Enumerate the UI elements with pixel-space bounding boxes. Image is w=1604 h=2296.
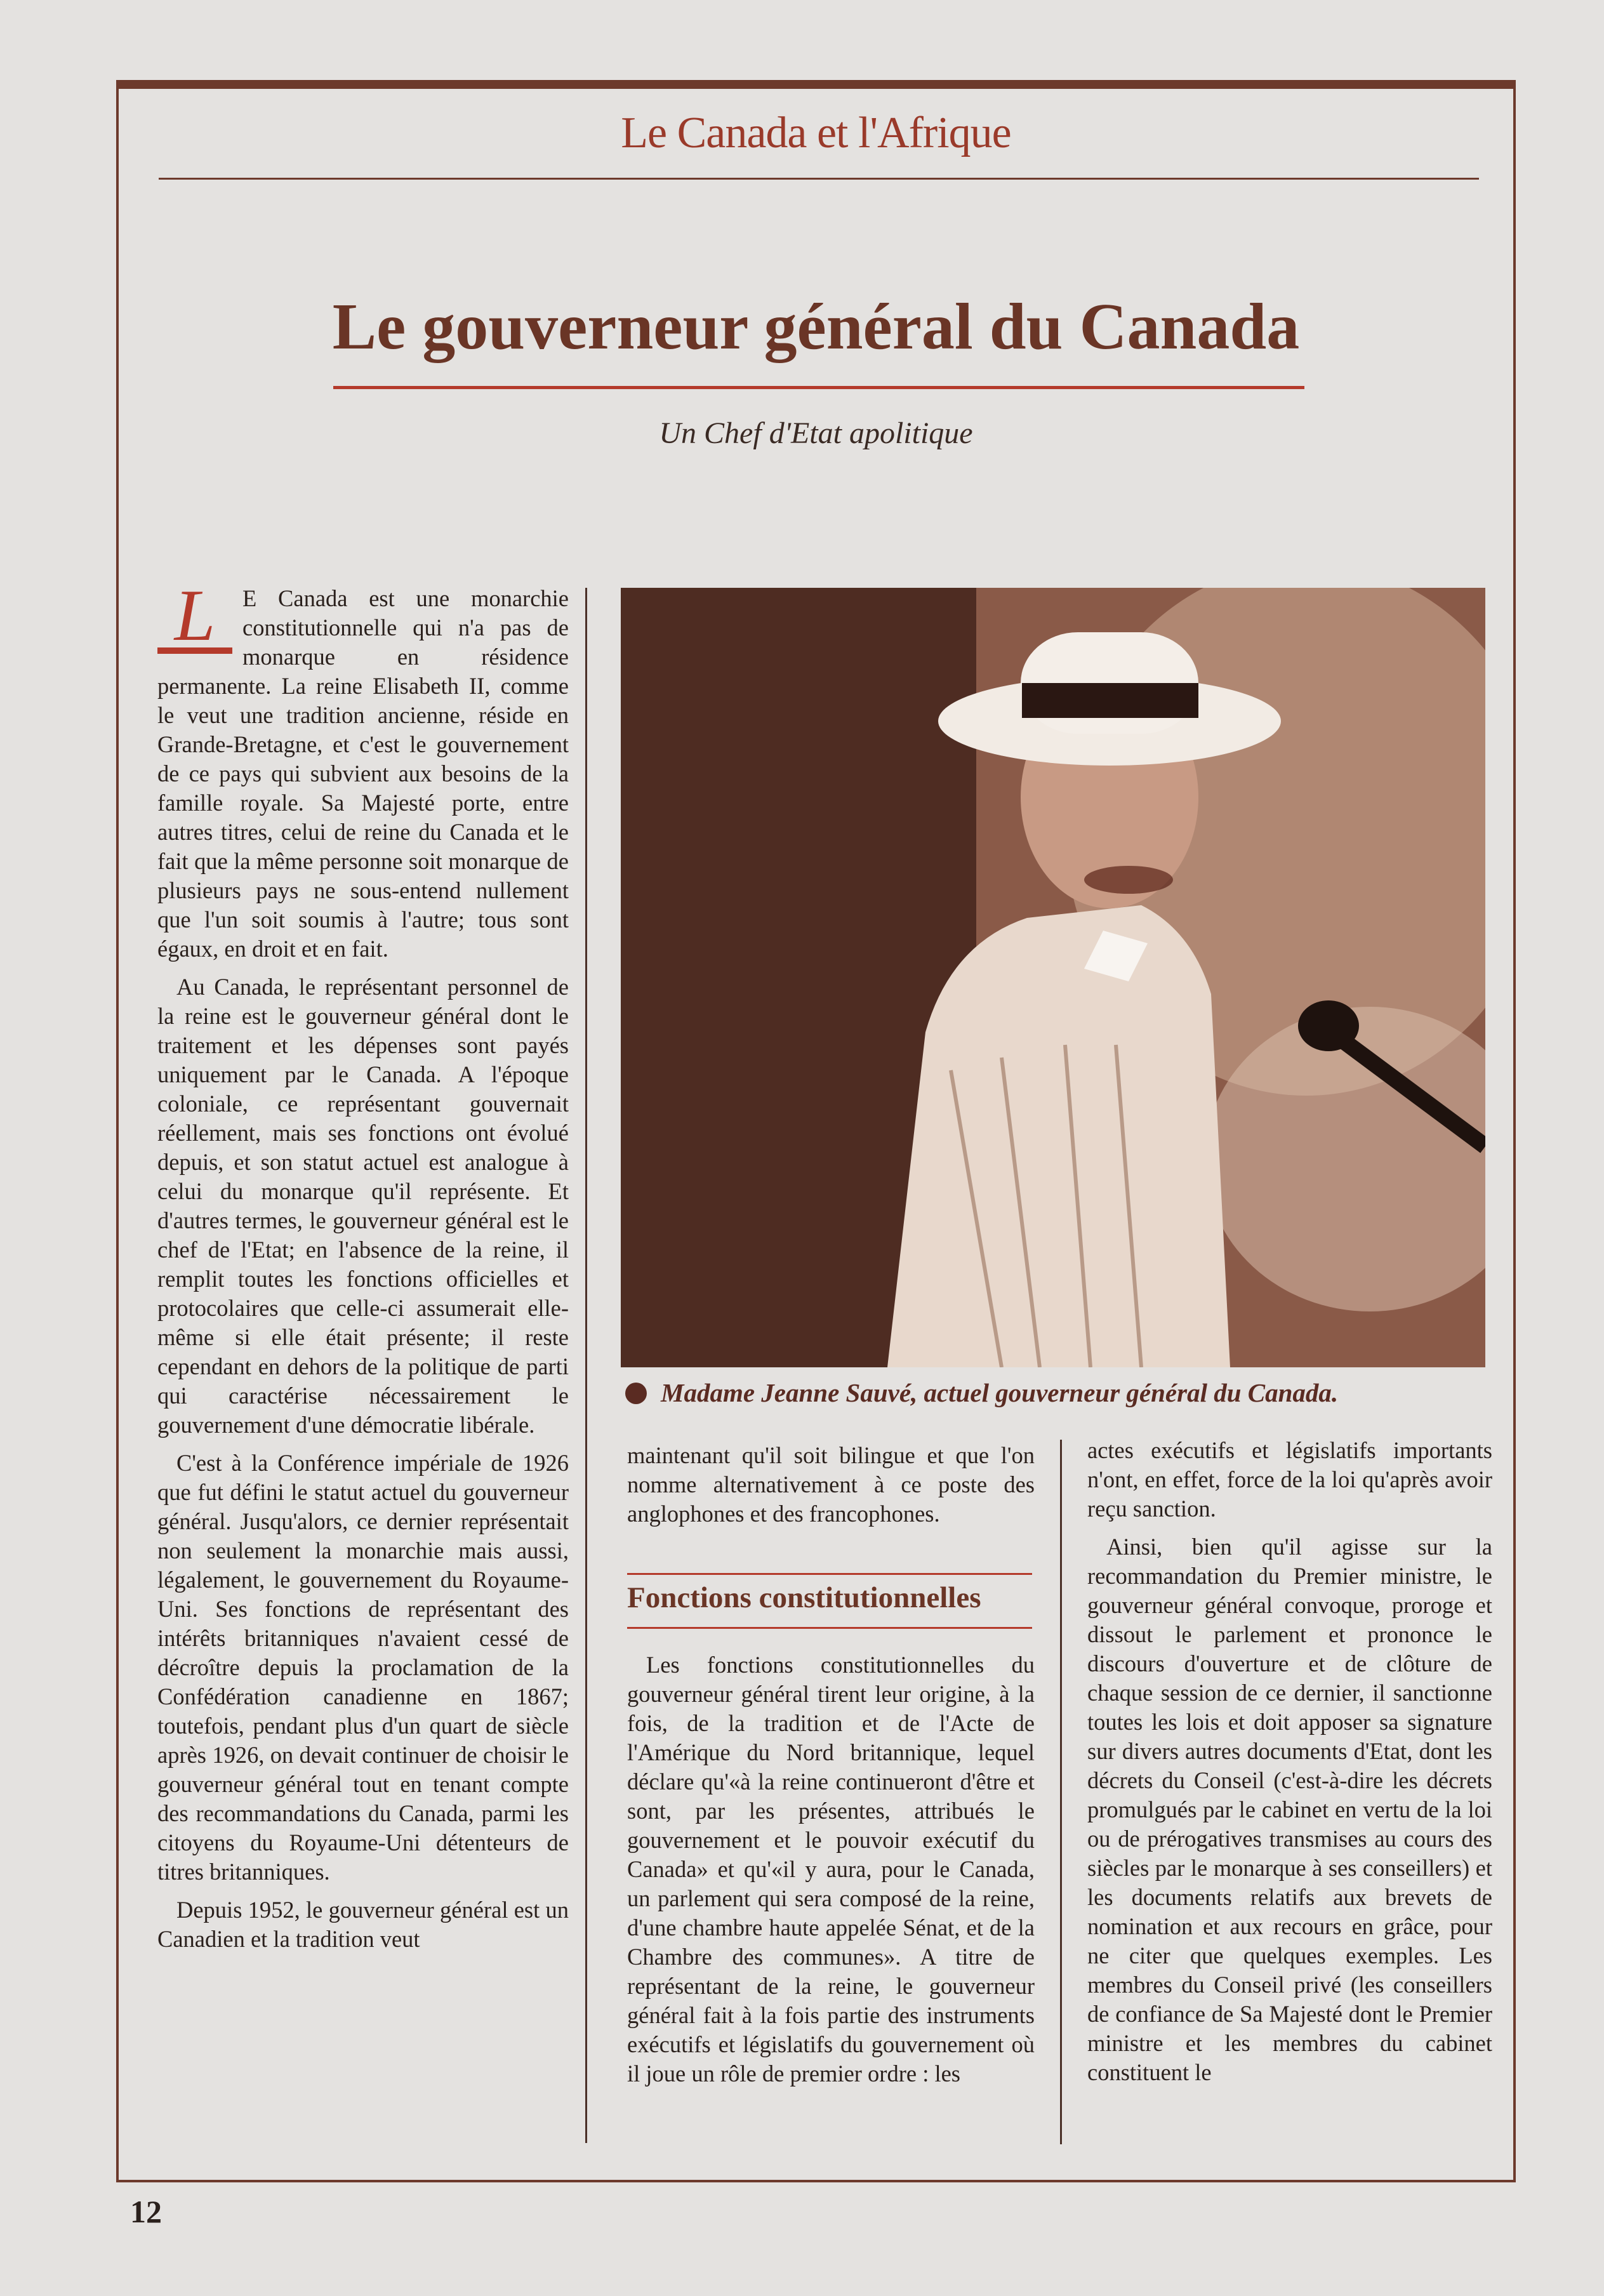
page-number: 12 [130, 2194, 162, 2229]
subhead-rule-bottom [627, 1627, 1032, 1629]
column-2-body [627, 1650, 1035, 2097]
paragraph-intro [157, 575, 569, 964]
drop-cap: L [157, 587, 232, 654]
column-1 [157, 575, 569, 1963]
article-title: Le gouverneur général du Canada [332, 290, 1300, 363]
paragraph: Ainsi, bien qu'il agisse sur la recommandation du Premier ministre, le gouverneur général convoque, proroge et dissout le parlement et prononce le discours d'ouverture et de clôture de chaque session de ce dernier, il sanctionne toutes les lois et doit apposer sa signature sur divers autres documents d'Etat, dont les décrets du Conseil (c'est-à-dire les décrets promulgués par le cabinet en vertu de la loi ou de prérogatives transmises au cours des siècles par le monarque à ses conseillers) et les documents relatifs aux brevets de nomination et aux recours en grâce, pour ne citer que quelques exemples. Les membres du Conseil privé (les conseillers de confiance de Sa Majesté dont le Premier ministre et les membres du cabinet constituent le [1087, 1534, 1492, 2085]
caption-text: Madame Jeanne Sauvé, actuel gouverneur général du Canada. [661, 1378, 1339, 1407]
section-header: Le Canada et l'Afrique [621, 109, 1011, 157]
column-2 [627, 1441, 1035, 1537]
photo-illustration [621, 588, 1485, 1367]
paragraph: Depuis 1952, le gouverneur général est un Canadien et la tradition veut [157, 1897, 569, 1952]
intro-text: E Canada est une monarchie constitutionnelle qui n'a pas de monarque en résidence permanente. La reine Elisabeth II, comme le veut une tradition ancienne, réside en Grande-Bretagne, et c'est le gouvernement de ce pays qui subvient aux besoins de la famille royale. Sa Majesté porte, entre autres titres, celui de reine du Canada et le fait que la même personne soit monarque de plusieurs pays ne sous-entend nullement que l'un soit soumis à l'autre; tous sont égaux, en droit et en fait. [157, 585, 569, 962]
paragraph: C'est à la Conférence impériale de 1926 que fut défini le statut actuel du gouverneur général. Jusqu'alors, ce dernier représentait non seulement la monarchie mais aussi, légalement, le gouvernement du Royaume-Uni. Ses fonctions de représentant des intérêts britanniques n'avaient cessé de décroître depuis la proclamation de la Confédération canadienne en 1867; toutefois, pendant plus d'un quart de siècle après 1926, on devait continuer de choisir le gouverneur général tout en tenant compte des recommandations du Canada, parmi les citoyens du Royaume-Uni détenteurs de titres britanniques. [157, 1450, 569, 1885]
paragraph: Les fonctions constitutionnelles du gouverneur général tirent leur origine, à la fois, de la tradition et de l'Acte de l'Amérique du Nord britannique, lequel déclare qu'«à la reine continueront d'être et sont, par les présentes, attribués le gouvernement et le pouvoir exécutif du Canada» et qu'«il y aura, pour le Canada, un parlement qui sera composé de la reine, d'une chambre haute appelée Sénat, et de la Chambre des communes». A titre de représentant de la reine, le gouverneur général fait à la fois partie des instruments exécutifs et législatifs du gouvernement où il joue un rôle de premier ordre : les [627, 1652, 1035, 2087]
paragraph: actes exécutifs et législatifs importants n'ont, en effet, force de la loi qu'après avoir reçu sanction. [1087, 1437, 1492, 1522]
article-subtitle: Un Chef d'Etat apolitique [659, 416, 973, 450]
subhead-rule-top [627, 1573, 1032, 1575]
column-3 [1087, 1436, 1492, 2096]
photo-caption [625, 1377, 1501, 1408]
column-divider [1060, 1440, 1062, 2144]
header-divider [159, 178, 1479, 180]
portrait-photo [621, 588, 1485, 1367]
paragraph: Au Canada, le représentant personnel de la reine est le gouverneur général dont le traitement et les dépenses sont payés uniquement par le Canada. A l'époque coloniale, ce représentant gouvernait réellement, mais ses fonctions ont évolué depuis, et son statut actuel est analogue à celui du monarque qu'il représente. Et d'autres termes, le gouverneur général est le chef de l'Etat; en l'absence de la reine, il remplit toutes les fonctions officielles et protocolaires que celle-ci assumerait elle-même si elle était présente; il reste cependant en dehors de la politique de parti qui caractérise nécessairement le gouvernement d'une démocratie libérale. [157, 974, 569, 1438]
paragraph: maintenant qu'il soit bilingue et que l'on nomme alternativement à ce poste des anglophones et des francophones. [627, 1442, 1035, 1527]
section-subheading: Fonctions constitutionnelles [627, 1581, 981, 1614]
title-underline [333, 386, 1304, 389]
caption-bullet-icon [625, 1383, 647, 1404]
column-divider [585, 588, 587, 2143]
